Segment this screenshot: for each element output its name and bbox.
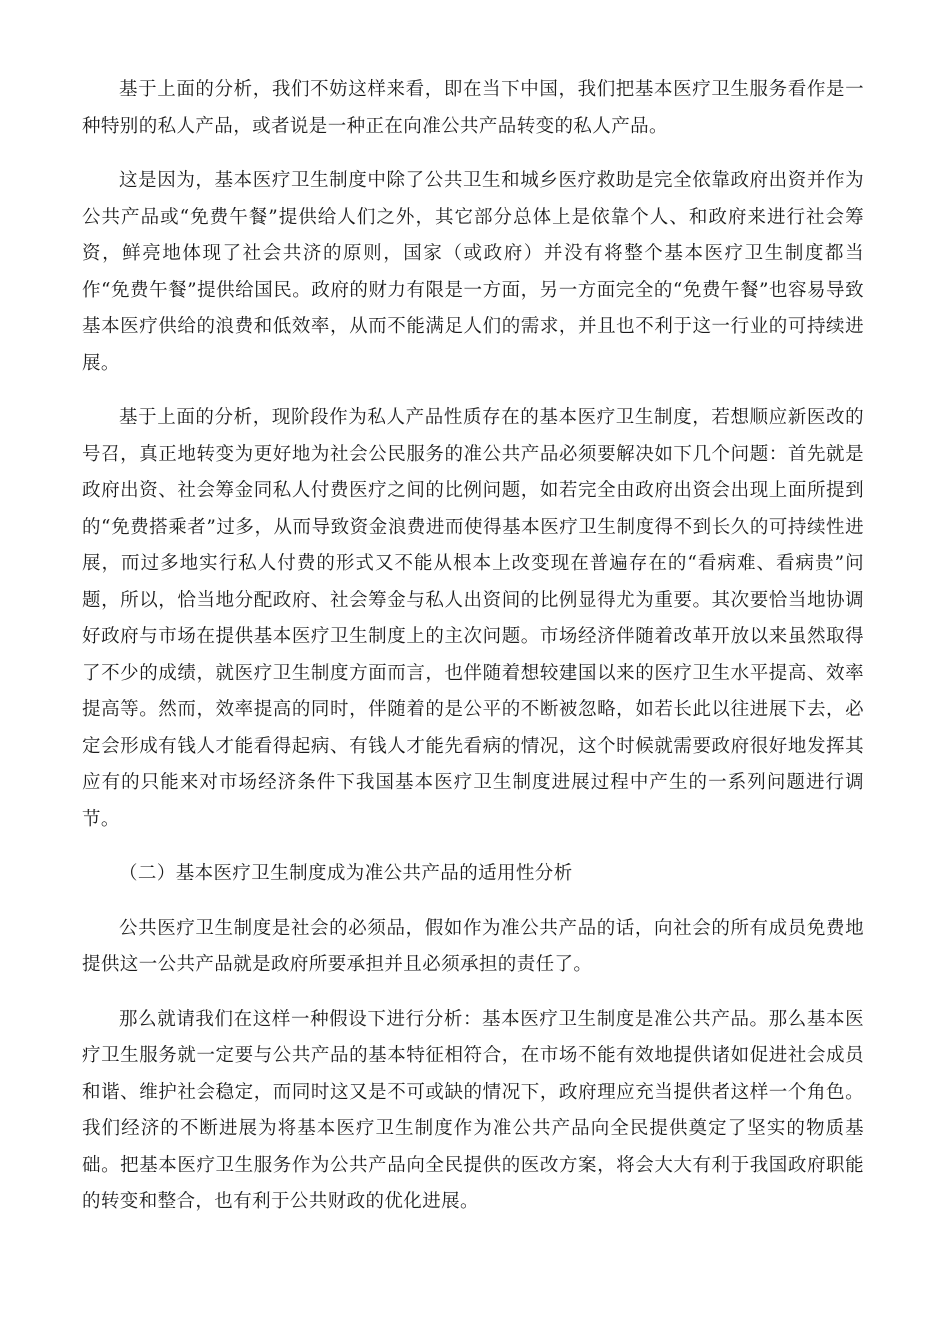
- paragraph-funding-structure: 这是因为，基本医疗卫生制度中除了公共卫生和城乡医疗救助是完全依靠政府出资并作为公共产品或“免费午餐”提供给人们之外，其它部分总体上是依靠个人、和政府来进行社会筹资，鲜亮地体现了社会共济的原则，国家（或政府）并没有将整个基本医疗卫生制度都当作“免费午餐”提供给国民。政府的财力有限是一方面，另一方面完全的“免费午餐”也容易导致基本医疗供给的浪费和低效率，从而不能满足人们的需求，并且也不利于这一行业的可持续进展。: [82, 170, 864, 374]
- paragraph-problems-to-solve: 基于上面的分析，现阶段作为私人产品性质存在的基本医疗卫生制度，若想顺应新医改的号召，真正地转变为更好地为社会公民服务的准公共产品必须要解决如下几个问题：首先就是政府出资、社会筹金同私人付费医疗之间的比例问题，如若完全由政府出资会出现上面所提到的“免费搭乘者”过多，从而导致资金浪费进而使得基本医疗卫生制度得不到长久的可持续性进展，而过多地实行私人付费的形式又不能从根本上改变现在普遍存在的“看病难、看病贵”问题，所以，恰当地分配政府、社会筹金与私人出资间的比例显得尤为重要。其次要恰当地协调好政府与市场在提供基本医疗卫生制度上的主次问题。市场经济伴随着改革开放以来虽然取得了不少的成绩，就医疗卫生制度方面而言，也伴随着想较建国以来的医疗卫生水平提高、效率提高等。然而，效率提高的同时，伴随着的是公平的不断被忽略，如若长此以往进展下去，必定会形成有钱人才能看得起病、有钱人才能先看病的情况，这个时候就需要政府很好地发挥其应有的只能来对市场经济条件下我国基本医疗卫生制度进展过程中产生的一系列问题进行调节。: [82, 407, 864, 830]
- paragraph-assumption-analysis: 那么就请我们在这样一种假设下进行分析：基本医疗卫生制度是准公共产品。那么基本医疗卫生服务就一定要与公共产品的基本特征相符合，在市场不能有效地提供诸如促进社会成员和谐、维护社会稳定，而同时这又是不可或缺的情况下，政府理应充当提供者这样一个角色。我们经济的不断进展为将基本医疗卫生制度作为准公共产品向全民提供奠定了坚实的物质基础。把基本医疗卫生服务作为公共产品向全民提供的医改方案，将会大大有利于我国政府职能的转变和整合，也有利于公共财政的优化进展。: [82, 1008, 864, 1212]
- document-body: [82, 72, 864, 1239]
- paragraph-private-product-view: 基于上面的分析，我们不妨这样来看，即在当下中国，我们把基本医疗卫生服务看作是一种特别的私人产品，或者说是一种正在向准公共产品转变的私人产品。: [82, 79, 864, 137]
- section-heading: （二）基本医疗卫生制度成为准公共产品的适用性分析: [119, 863, 573, 884]
- paragraph-public-necessity: 公共医疗卫生制度是社会的必须品，假如作为准公共产品的话，向社会的所有成员免费地提供这一公共产品就是政府所要承担并且必须承担的责任了。: [82, 917, 864, 975]
